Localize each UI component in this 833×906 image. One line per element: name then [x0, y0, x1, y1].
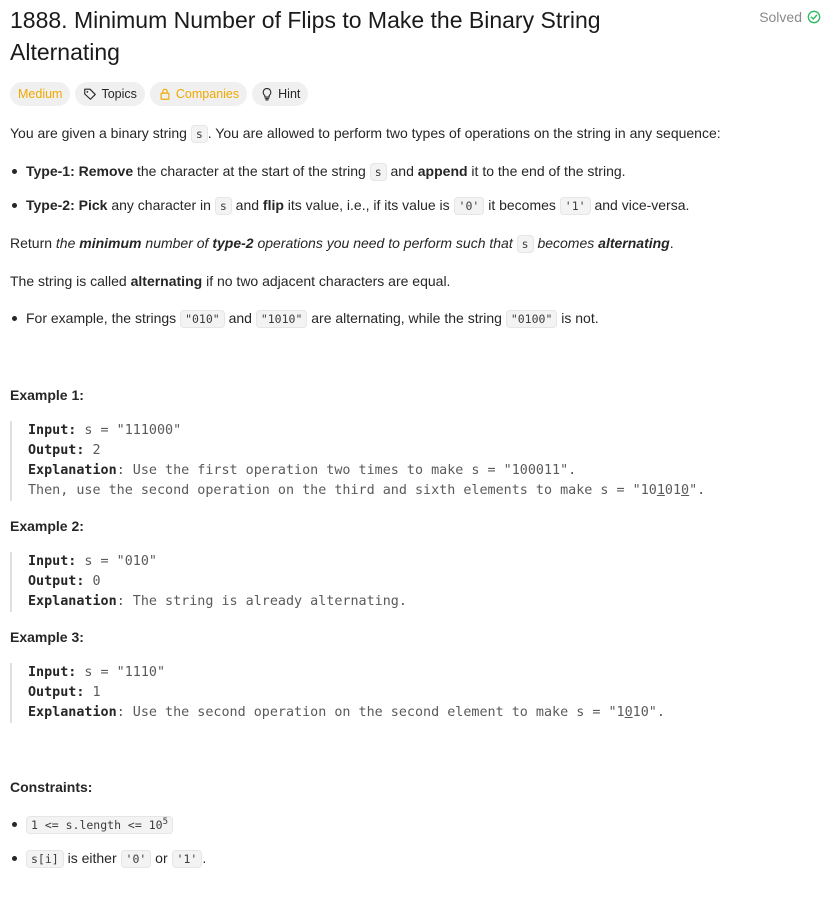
example-2-block: Input: s = "010" Output: 0 Explanation: The string is already alternating. [10, 552, 823, 612]
topics-label: Topics [101, 87, 137, 101]
operations-list [10, 160, 823, 217]
constraints-list [10, 813, 823, 870]
topics-button[interactable] [75, 82, 144, 106]
difficulty-label: Medium [18, 87, 63, 101]
example-2-title: Example 2: [10, 518, 84, 534]
companies-button[interactable] [150, 82, 247, 106]
example-3-block: Input: s = "1110" Output: 1 Explanation: Use the second operation on the second element to make s = "1010". [10, 663, 823, 723]
alternating-definition: The string is called alternating if no two adjacent characters are equal. [10, 273, 451, 289]
hint-button[interactable] [252, 82, 308, 106]
intro-paragraph: You are given a binary string s . You are allowed to perform two types of operations on the string in any sequence: [10, 125, 721, 141]
problem-title: 1888. Minimum Number of Flips to Make the Binary String Alternating [10, 7, 601, 65]
solved-label: Solved [759, 9, 802, 25]
list-item: Type-1: Remove the character at the start of the string s and append it to the end of the string. [10, 160, 823, 183]
solved-status [759, 9, 821, 25]
hint-label: Hint [278, 87, 301, 101]
list-item: 1 <= s.length <= $10^5$ [10, 813, 823, 836]
example-list [10, 307, 823, 330]
list-item: s[i] is either '0' or '1' . [10, 847, 823, 870]
example-1-title: Example 1: [10, 387, 84, 403]
example-3-title: Example 3: [10, 629, 84, 645]
list-item: For example, the strings "010" and "1010" are alternating, while the string "0100" is not. [10, 307, 823, 330]
list-item: Type-2: Pick any character in s and flip its value, i.e., if its value is '0' it becomes '1' and vice-versa. [10, 194, 823, 217]
return-paragraph: Return the minimum number of type-2 operations you need to perform such that s becomes alternating. [10, 235, 674, 251]
check-circle-icon [807, 10, 821, 24]
lightbulb-icon [260, 87, 274, 101]
tag-bar [10, 82, 308, 106]
example-1-block: Input: s = "111000" Output: 2 Explanation: Use the first operation two times to make s = "100011". Then, use the second operation on the third and sixth elements to make s = "101010". [10, 421, 823, 501]
lock-icon [158, 87, 172, 101]
tag-icon [83, 87, 97, 101]
constraints-title: Constraints: [10, 779, 93, 795]
companies-label: Companies [175, 87, 240, 101]
difficulty-badge [10, 82, 70, 106]
problem-description [10, 122, 823, 870]
